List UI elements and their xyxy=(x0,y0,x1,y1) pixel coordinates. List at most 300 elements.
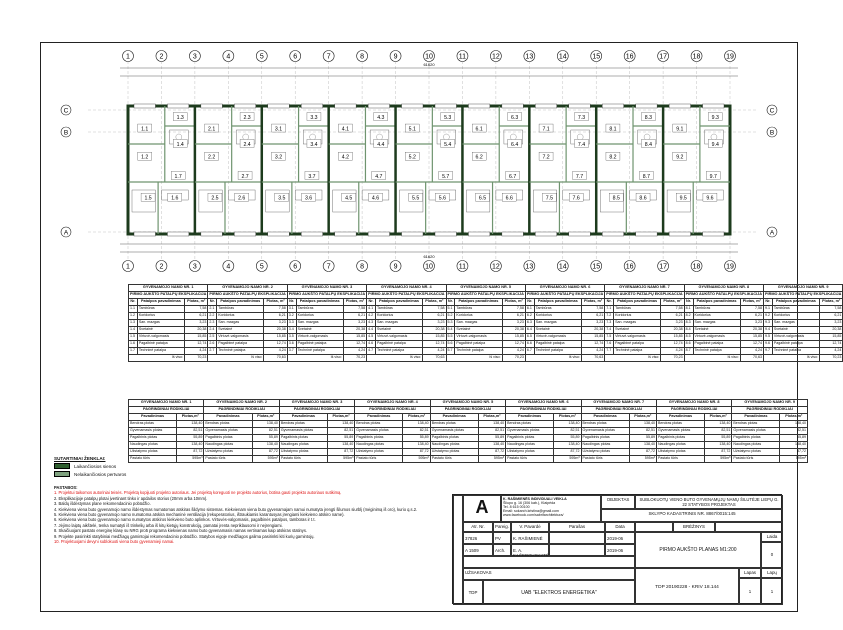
indicator-name: Pastato tūris xyxy=(506,456,554,463)
room-area: 20,38 xyxy=(185,327,208,334)
indicator-name: Pagalbinis plotas xyxy=(204,435,252,442)
room-label: 4.5 xyxy=(345,195,353,202)
room-area: 20,38 xyxy=(343,327,366,334)
room-number: 2.6 xyxy=(208,341,217,348)
room-area: 6,21 xyxy=(343,313,366,320)
legend-label: Nelaikančiosios pertvaros xyxy=(74,471,127,477)
column-header: Nr. xyxy=(764,299,773,306)
room-number: 8.5 xyxy=(684,334,693,341)
indicator-name: Bendras plotas xyxy=(129,421,177,428)
room-label: 2.7 xyxy=(241,173,249,180)
axis-label-top: 12 xyxy=(491,53,500,61)
total-value: 70,63 xyxy=(740,355,763,362)
apartment-title: GYVENAMOJO NAMO NR. 7 xyxy=(581,400,656,407)
room-area: 20,38 xyxy=(661,327,684,334)
legend-item-load-bearing xyxy=(54,463,126,469)
column-header: Plotas, m² xyxy=(423,299,446,306)
indicator-name: Pastato tūris xyxy=(656,456,704,463)
room-number: 5.7 xyxy=(446,348,455,355)
total-label: Iš viso: xyxy=(446,355,502,362)
indicators-header: PAGRINDINIAI RODIKLIAI xyxy=(732,407,808,414)
company-phone: Tel. 8 615 00100 xyxy=(503,505,530,509)
notes-title: PASTABOS: xyxy=(54,485,78,490)
room-number: 9.4 xyxy=(764,327,773,334)
table-row xyxy=(129,456,808,463)
room-name: Koridorius xyxy=(772,313,819,320)
room-label: 2.1 xyxy=(208,126,216,133)
window xyxy=(402,232,423,236)
indicator-value: 55,89 xyxy=(554,435,581,442)
indicators-header: PAGRINDINIAI RODIKLIAI xyxy=(656,407,731,414)
room-name: Pagalbinė patalpa xyxy=(455,341,502,348)
room-label: 9.3 xyxy=(711,115,719,122)
column-header: Patalpos pavadinimas xyxy=(455,299,502,306)
room-name: Koridorius xyxy=(137,313,184,320)
column-header: Plotas,m² xyxy=(252,414,279,421)
room-number: 2.1 xyxy=(208,306,217,313)
room-number: 6.6 xyxy=(525,341,534,348)
indicator-name: Bendras plotas xyxy=(581,421,629,428)
indicator-value: 55,89 xyxy=(252,435,279,442)
table-row xyxy=(129,327,843,334)
room-name: Techninė patalpa xyxy=(217,348,264,355)
window xyxy=(669,232,690,236)
room-area: 3,23 xyxy=(185,320,208,327)
indicator-value: 87,72 xyxy=(705,449,732,456)
table-row xyxy=(129,435,808,442)
room-name: Koridorius xyxy=(296,313,343,320)
indicator-value: 138,40 xyxy=(705,421,732,428)
room-area: 3,23 xyxy=(740,320,763,327)
indicator-value: 138,40 xyxy=(629,421,656,428)
room-name: Techninė patalpa xyxy=(693,348,740,355)
room-name: Svetainė xyxy=(693,327,740,334)
room-number: 1.5 xyxy=(129,334,138,341)
room-number: 8.7 xyxy=(684,348,693,355)
room-label: 3.2 xyxy=(274,154,283,161)
axis-label-bottom: 4 xyxy=(226,263,231,271)
indicator-name: Bendras plotas xyxy=(279,421,327,428)
room-area: 4,24 xyxy=(264,348,287,355)
room-number: 1.7 xyxy=(129,348,138,355)
axis-label-bottom: 17 xyxy=(659,263,668,271)
room-name: Svetainė xyxy=(534,327,581,334)
window xyxy=(234,232,255,236)
indicator-name: Gyvenamasis plotas xyxy=(279,428,327,435)
column-header: Plotas, m² xyxy=(502,299,525,306)
room-area: 12,74 xyxy=(820,341,843,348)
room-label: 4.1 xyxy=(341,126,349,133)
table-row xyxy=(129,292,843,299)
room-name: Koridorius xyxy=(217,313,264,320)
indicator-value: 82,51 xyxy=(327,428,354,435)
axis-label-bottom: 13 xyxy=(525,263,534,271)
window xyxy=(167,104,188,108)
total-label: Iš viso: xyxy=(684,355,740,362)
room-area: 6,21 xyxy=(740,313,763,320)
axis-label-top: 2 xyxy=(159,53,164,61)
indicator-value: 138,40 xyxy=(327,421,354,428)
room-number: 9.5 xyxy=(764,334,773,341)
axis-label-bottom: 19 xyxy=(726,263,734,271)
room-label: 9.7 xyxy=(709,173,717,180)
room-number: 5.1 xyxy=(446,306,455,313)
axis-label-bottom: 2 xyxy=(159,263,164,271)
axis-label-top: 7 xyxy=(326,53,331,61)
room-area: 7,58 xyxy=(264,306,287,313)
cert-header-cell: Data xyxy=(605,522,635,532)
indicator-value: 82,51 xyxy=(478,428,505,435)
apartment-title: GYVENAMOJO NAMO NR. 8 xyxy=(684,285,763,292)
room-name: Virtuvė-valgomasis xyxy=(614,334,661,341)
indicator-name: Užstatymo plotas xyxy=(506,449,554,456)
room-name: San. mazgas xyxy=(296,320,343,327)
total-value: 70,23 xyxy=(820,355,843,362)
column-header: Pavadinimas xyxy=(204,414,252,421)
window xyxy=(569,232,590,236)
drawing-label: BRĖŽINYS xyxy=(673,522,715,532)
indicator-name: Bendras plotas xyxy=(732,421,780,428)
column-header: Pavadinimas xyxy=(430,414,478,421)
room-label: 6.5 xyxy=(478,195,487,202)
axis-label-bottom: 15 xyxy=(592,263,601,271)
room-area: 15,85 xyxy=(264,334,287,341)
window xyxy=(468,232,489,236)
sheet-number: 1 xyxy=(739,578,761,605)
indicator-name: Gyvenamasis plotas xyxy=(656,428,704,435)
room-area: 4,24 xyxy=(820,348,843,355)
sheets-total-label: Lapų xyxy=(761,568,783,578)
axis-label-bottom: 7 xyxy=(326,263,331,271)
table-symbol xyxy=(711,134,717,140)
room-label: 9.4 xyxy=(711,141,719,148)
room-label: 4.4 xyxy=(377,141,385,148)
room-name: Pagalbinė patalpa xyxy=(137,341,184,348)
window xyxy=(602,232,623,236)
room-area: 6,21 xyxy=(264,313,287,320)
room-name: San. mazgas xyxy=(772,320,819,327)
column-header: Pavadinimas xyxy=(279,414,327,421)
indicator-value: 55,89 xyxy=(403,435,430,442)
room-name: San. mazgas xyxy=(137,320,184,327)
indicator-value: 595m³ xyxy=(252,456,279,463)
sheets-total: 1 xyxy=(761,578,783,605)
column-header: Pavadinimas xyxy=(732,414,780,421)
column-header: Patalpos pavadinimas xyxy=(217,299,264,306)
room-number: 4.5 xyxy=(367,334,376,341)
axis-label-top: 5 xyxy=(259,53,264,61)
indicator-name: Bendras plotas xyxy=(204,421,252,428)
axis-label-top: 15 xyxy=(592,53,601,61)
window xyxy=(234,104,255,108)
room-label: 5.2 xyxy=(408,154,416,161)
role-cell: 2019-06 xyxy=(605,532,635,544)
total-label: Iš viso: xyxy=(129,355,185,362)
room-name: Tambūras xyxy=(693,306,740,313)
load-bearing-wall-swatch xyxy=(54,463,70,469)
total-label: Iš viso: xyxy=(287,355,343,362)
cadastral-number: SKLYPO KADASTRINIS NR. 8867/0015:145 xyxy=(601,509,783,522)
column-header: Plotas, m² xyxy=(185,299,208,306)
room-area: 12,74 xyxy=(581,341,604,348)
axis-label-top: 11 xyxy=(458,53,467,61)
indicator-name: Pastato tūris xyxy=(204,456,252,463)
room-label: 2.3 xyxy=(243,115,251,122)
column-header: Plotas, m² xyxy=(661,299,684,306)
indicator-value: 87,72 xyxy=(780,449,808,456)
window xyxy=(435,232,456,236)
cert-header-cell: Atr. Nr. xyxy=(463,522,493,532)
indicator-value: 55,89 xyxy=(629,435,656,442)
room-area: 6,21 xyxy=(185,313,208,320)
indicator-value: 87,72 xyxy=(629,449,656,456)
room-label: 7.3 xyxy=(577,115,586,122)
indicator-value: 138,40 xyxy=(478,442,505,449)
room-name: Koridorius xyxy=(455,313,502,320)
room-label: 3.1 xyxy=(274,126,283,133)
indicator-name: Pagalbinis plotas xyxy=(355,435,403,442)
room-label: 5.7 xyxy=(442,173,450,180)
window xyxy=(167,232,188,236)
room-number: 9.2 xyxy=(764,313,773,320)
column-header: Nr. xyxy=(367,299,376,306)
room-name: San. mazgas xyxy=(455,320,502,327)
axis-label-side-right: A xyxy=(769,229,775,237)
indicator-name: Gyvenamasis plotas xyxy=(430,428,478,435)
indicators-header: PAGRINDINIAI RODIKLIAI xyxy=(279,407,354,414)
apartment-title: GYVENAMOJO NAMO NR. 5 xyxy=(430,400,505,407)
room-label: 8.6 xyxy=(639,195,647,202)
company-name: K. RAŠIMIENĖS INDIVIDUALI VEIKLA xyxy=(503,497,567,501)
table-row xyxy=(129,428,808,435)
explication-header: PIRMO AUKŠTO PATALPŲ EKSPLIKACIJA xyxy=(367,292,446,299)
signature-cell xyxy=(549,532,605,544)
room-name: San. mazgas xyxy=(693,320,740,327)
room-label: 4.7 xyxy=(375,173,383,180)
apartment-title: GYVENAMOJO NAMO NR. 4 xyxy=(367,285,446,292)
indicators-header: PAGRINDINIAI RODIKLIAI xyxy=(204,407,279,414)
indicator-value: 595m³ xyxy=(705,456,732,463)
column-header: Pavadinimas xyxy=(656,414,704,421)
room-number: 8.2 xyxy=(684,313,693,320)
room-label: 8.2 xyxy=(609,154,617,161)
room-number: 6.5 xyxy=(525,334,534,341)
total-value: 70,23 xyxy=(185,355,208,362)
total-value: 70,23 xyxy=(661,355,684,362)
total-label: Iš viso: xyxy=(208,355,264,362)
window xyxy=(569,104,590,108)
indicator-name: Pagalbinis plotas xyxy=(581,435,629,442)
total-value: 70,63 xyxy=(264,355,287,362)
indicator-value: 82,51 xyxy=(252,428,279,435)
room-name: Pagalbinė patalpa xyxy=(693,341,740,348)
indicator-name: Užstatymo plotas xyxy=(581,449,629,456)
note-item: 8. Skaičiuojant pastato energinę klasę su NRG pro5 programa kiekvienas namo buto gyvenamasis namas vertinamas kaip atskiras statinys. xyxy=(54,528,308,534)
indicator-value: 87,72 xyxy=(478,449,505,456)
axis-label-top: 8 xyxy=(360,53,365,61)
room-label: 3.4 xyxy=(310,141,318,148)
room-area: 15,85 xyxy=(661,334,684,341)
drawing-label-blank xyxy=(715,522,783,532)
column-header: Patalpos pavadinimas xyxy=(137,299,184,306)
room-name: Virtuvė-valgomasis xyxy=(137,334,184,341)
floor-plan xyxy=(58,48,780,274)
room-number: 7.2 xyxy=(605,313,614,320)
apartment-title: GYVENAMOJO NAMO NR. 3 xyxy=(279,400,354,407)
explication-header: PIRMO AUKŠTO PATALPŲ EKSPLIKACIJA xyxy=(684,292,763,299)
room-number: 8.1 xyxy=(684,306,693,313)
explication-header: PIRMO AUKŠTO PATALPŲ EKSPLIKACIJA xyxy=(208,292,287,299)
room-number: 6.1 xyxy=(525,306,534,313)
indicators-header: PAGRINDINIAI RODIKLIAI xyxy=(129,407,204,414)
room-label: 7.1 xyxy=(542,126,550,133)
overall-dimension: 61620 xyxy=(423,62,435,67)
indicator-name: Gyvenamasis plotas xyxy=(129,428,177,435)
room-number: 9.6 xyxy=(764,341,773,348)
apartment-title: GYVENAMOJO NAMO NR. 9 xyxy=(732,400,808,407)
room-number: 1.2 xyxy=(129,313,138,320)
axis-label-bottom: 11 xyxy=(458,263,467,271)
room-number: 1.4 xyxy=(129,327,138,334)
apartment-title: GYVENAMOJO NAMO NR. 1 xyxy=(129,400,204,407)
room-name: Tambūras xyxy=(455,306,502,313)
room-area: 6,21 xyxy=(661,313,684,320)
room-name: Koridorius xyxy=(693,313,740,320)
column-header: Patalpos pavadinimas xyxy=(614,299,661,306)
window xyxy=(134,232,155,236)
total-value: 70,63 xyxy=(581,355,604,362)
room-name: Tambūras xyxy=(296,306,343,313)
room-area: 20,38 xyxy=(502,327,525,334)
indicator-value: 595m³ xyxy=(327,456,354,463)
room-area: 15,85 xyxy=(820,334,843,341)
room-number: 9.7 xyxy=(764,348,773,355)
window xyxy=(435,104,456,108)
room-label: 3.3 xyxy=(310,115,318,122)
axis-label-bottom: 6 xyxy=(293,263,298,271)
indicator-value: 82,51 xyxy=(554,428,581,435)
room-name: Virtuvė-valgomasis xyxy=(534,334,581,341)
legend-label: Laikančiosios sienos xyxy=(74,463,117,469)
room-label: 3.5 xyxy=(278,195,286,202)
indicator-value: 138,40 xyxy=(327,442,354,449)
column-header: Plotas,m² xyxy=(705,414,732,421)
indicator-value: 138,40 xyxy=(554,421,581,428)
room-name: Tambūras xyxy=(376,306,423,313)
column-header: Plotas, m² xyxy=(581,299,604,306)
table-row xyxy=(129,334,843,341)
indicator-name: Pagalbinis plotas xyxy=(430,435,478,442)
room-area: 4,24 xyxy=(423,348,446,355)
room-number: 1.1 xyxy=(129,306,138,313)
room-number: 7.3 xyxy=(605,320,614,327)
window xyxy=(402,104,423,108)
axis-label-top: 4 xyxy=(226,53,231,61)
room-label: 9.1 xyxy=(676,126,684,133)
room-label: 3.6 xyxy=(304,195,313,202)
indicator-value: 55,89 xyxy=(705,435,732,442)
table-symbol xyxy=(644,134,650,140)
room-area: 4,24 xyxy=(581,348,604,355)
note-item: 4. Kiekviena viena buto gyvenamojo namo išdėstymas numatomas atskiras šildymo sistemas. Kiekvienam viena buto gyvenamajam namui numatyta įrengti šilumos siurblį (mėginimą iš oro), kurio q.s.2. xyxy=(54,506,418,512)
table-symbol xyxy=(443,134,449,140)
table-row xyxy=(129,414,808,421)
room-number: 3.3 xyxy=(287,320,296,327)
indicator-name: Pagalbinis plotas xyxy=(129,435,177,442)
apartment-title: GYVENAMOJO NAMO NR. 8 xyxy=(656,400,731,407)
room-name: Pagalbinė patalpa xyxy=(534,341,581,348)
room-label: 8.7 xyxy=(642,173,650,180)
room-label: 8.5 xyxy=(612,195,620,202)
room-name: Virtuvė-valgomasis xyxy=(455,334,502,341)
room-area: 12,74 xyxy=(502,341,525,348)
role-cell: PV xyxy=(493,532,511,544)
room-number: 7.4 xyxy=(605,327,614,334)
room-label: 5.6 xyxy=(438,195,446,202)
column-header: Plotas,m² xyxy=(478,414,505,421)
room-area: 7,58 xyxy=(185,306,208,313)
column-header: Nr. xyxy=(287,299,296,306)
room-name: San. mazgas xyxy=(376,320,423,327)
indicator-name: Pastato tūris xyxy=(279,456,327,463)
table-symbol xyxy=(510,134,516,140)
room-label: 1.1 xyxy=(141,126,149,133)
table-row xyxy=(129,313,843,320)
window xyxy=(335,104,356,108)
room-label: 9.6 xyxy=(706,195,714,202)
axis-label-top: 13 xyxy=(525,53,534,61)
room-number: 6.3 xyxy=(525,320,534,327)
room-name: Tambūras xyxy=(534,306,581,313)
column-header: Nr. xyxy=(525,299,534,306)
column-header: Patalpos pavadinimas xyxy=(296,299,343,306)
column-header: Pavadinimas xyxy=(129,414,177,421)
explication-header: PIRMO AUKŠTO PATALPŲ EKSPLIKACIJA xyxy=(605,292,684,299)
indicator-name: Užstatymo plotas xyxy=(279,449,327,456)
room-number: 8.6 xyxy=(684,341,693,348)
total-value: 70,23 xyxy=(502,355,525,362)
role-cell: 2019-06 xyxy=(605,544,635,556)
indicator-name: Pastato tūris xyxy=(430,456,478,463)
total-label: Iš viso: xyxy=(605,355,661,362)
room-number: 5.4 xyxy=(446,327,455,334)
table-row xyxy=(129,449,808,456)
axis-label-side-right: B xyxy=(769,129,775,137)
room-name: Koridorius xyxy=(614,313,661,320)
column-header: Patalpos pavadinimas xyxy=(534,299,581,306)
room-area: 12,74 xyxy=(740,341,763,348)
room-label: 6.7 xyxy=(509,173,517,180)
room-number: 6.2 xyxy=(525,313,534,320)
room-name: Koridorius xyxy=(534,313,581,320)
legend-item-partitions xyxy=(54,471,126,477)
axis-label-side: C xyxy=(63,107,69,115)
room-number: 7.7 xyxy=(605,348,614,355)
room-name: Svetainė xyxy=(217,327,264,334)
room-area: 15,85 xyxy=(740,334,763,341)
window xyxy=(268,104,289,108)
axis-label-bottom: 12 xyxy=(491,263,500,271)
indicator-value: 138,40 xyxy=(403,421,430,428)
room-label: 5.5 xyxy=(412,195,420,202)
apartment-title: GYVENAMOJO NAMO NR. 2 xyxy=(208,285,287,292)
window xyxy=(669,104,690,108)
room-label: 2.4 xyxy=(243,141,251,148)
column-header: Nr. xyxy=(605,299,614,306)
indicator-value: 55,89 xyxy=(478,435,505,442)
indicator-value: 138,40 xyxy=(177,442,204,449)
axis-label-top: 3 xyxy=(192,53,197,61)
